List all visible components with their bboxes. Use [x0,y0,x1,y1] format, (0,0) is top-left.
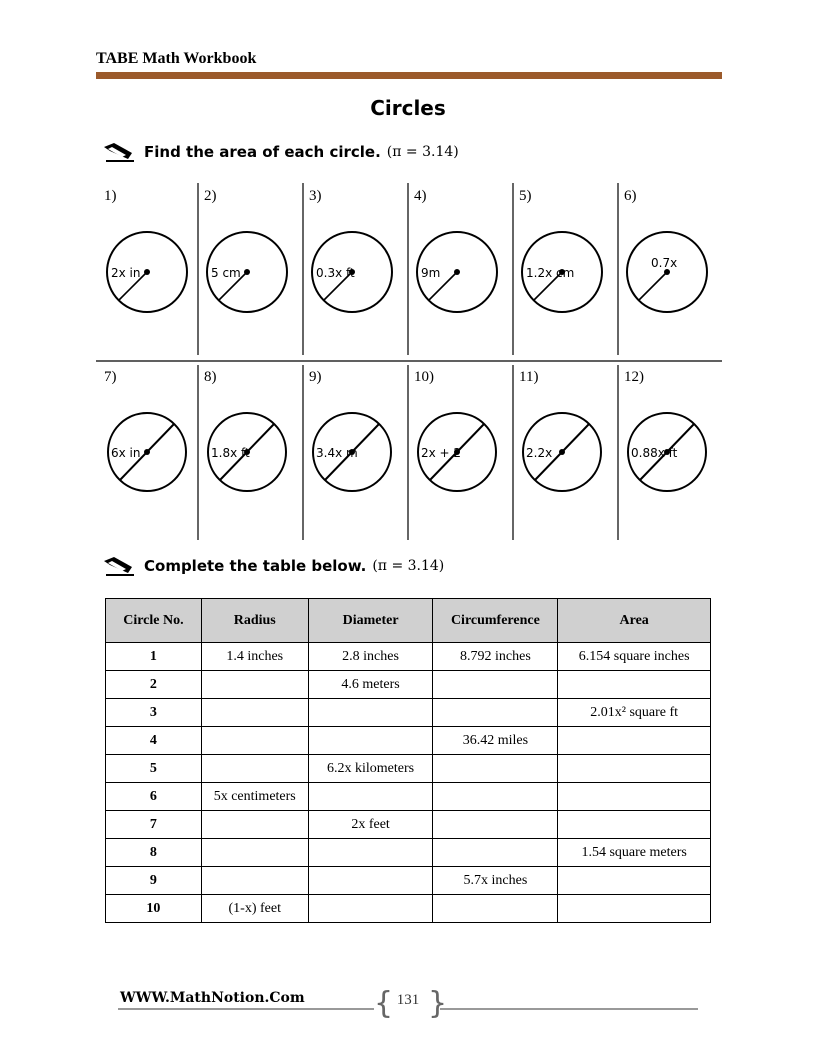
table-cell [433,811,558,839]
table-cell [433,839,558,867]
problem-number: 5) [519,188,532,204]
table-cell [558,727,711,755]
table-cell: 10 [106,895,202,923]
problem-number: 6) [624,188,637,204]
problem-number: 11) [519,369,539,385]
pencil-icon [102,555,136,577]
circle-measure-label: 1.2x cm [526,266,575,280]
problem-number: 12) [624,369,644,385]
table-cell: 6 [106,783,202,811]
circle-table [105,598,711,923]
page-number: 131 [396,992,420,1008]
instruction-2-text: Complete the table below. [144,557,367,575]
table-cell [308,699,433,727]
table-cell [201,671,308,699]
table-cell: 8.792 inches [433,643,558,671]
table-cell: 2.8 inches [308,643,433,671]
workbook-title: TABE Math Workbook [96,50,257,67]
table-cell: 8 [106,839,202,867]
table-cell [308,867,433,895]
problem-number: 4) [414,188,427,204]
circle-measure-label: 9m [421,266,441,280]
table-cell: 2.01x² square ft [558,699,711,727]
table-cell: 1.4 inches [201,643,308,671]
table-cell [201,811,308,839]
table-cell: 6.154 square inches [558,643,711,671]
table-row [106,783,711,811]
table-cell [308,783,433,811]
table-cell: 5 [106,755,202,783]
table-cell: 2 [106,671,202,699]
table-cell [433,699,558,727]
table-cell [558,811,711,839]
circle-measure-label: 0.3x ft [316,266,355,280]
instruction-1-pi: (π = 3.14) [386,144,459,160]
footer-rule-left [118,1008,374,1010]
circle-measure-label: 3.4x m [316,446,358,460]
instruction-1-text: Find the area of each circle. [144,143,381,161]
table-row [106,811,711,839]
brace-right-icon: } [428,986,448,1021]
table-cell: 9 [106,867,202,895]
table-cell [558,895,711,923]
table-cell: 5.7x inches [433,867,558,895]
table-cell [201,867,308,895]
table-cell: 4.6 meters [308,671,433,699]
table-row [106,867,711,895]
table-cell [433,671,558,699]
circle-measure-label: 2.2x [526,446,553,460]
circle-measure-label: 6x in [111,446,141,460]
problem-number: 9) [309,369,322,385]
problem-number: 8) [204,369,217,385]
problem-number: 3) [309,188,322,204]
instruction-2-pi: (π = 3.14) [372,558,445,574]
table-cell: 1 [106,643,202,671]
problem-number: 2) [204,188,217,204]
circle-measure-label: 2x in [111,266,141,280]
table-row [106,839,711,867]
table-cell [201,727,308,755]
table-cell: 1.54 square meters [558,839,711,867]
table-row [106,671,711,699]
footer-rule-right [440,1008,698,1010]
circle-measure-label: 0.7x [651,256,678,270]
circle-measure-label: 0.88x ft [631,446,678,460]
table-row [106,727,711,755]
problem-number: 10) [414,369,434,385]
column-header: Radius [201,599,308,643]
section-title: Circles [370,96,446,120]
footer-site: WWW.MathNotion.Com [120,990,305,1006]
table-row [106,699,711,727]
column-header: Circle No. [106,599,202,643]
circle-measure-label: 5 cm [211,266,241,280]
table-cell [433,783,558,811]
table-cell: 5x centimeters [201,783,308,811]
problem-number: 7) [104,369,117,385]
table-cell: 2x feet [308,811,433,839]
table-cell [308,839,433,867]
table-body [106,643,711,923]
brace-left-icon: { [374,986,394,1021]
table-cell [433,895,558,923]
table-cell [433,755,558,783]
table-cell [558,755,711,783]
table-cell: (1-x) feet [201,895,308,923]
circle-measure-label: 2x + 2 [421,446,462,460]
table-cell [558,671,711,699]
table-cell: 6.2x kilometers [308,755,433,783]
table-cell: 7 [106,811,202,839]
table-cell [201,839,308,867]
table-cell [308,727,433,755]
table-row [106,643,711,671]
table-cell: 4 [106,727,202,755]
problem-number: 1) [104,188,117,204]
table-cell [201,699,308,727]
table-cell [558,867,711,895]
table-header-row [106,599,711,643]
table-cell: 36.42 miles [433,727,558,755]
table-cell [201,755,308,783]
table-cell: 3 [106,699,202,727]
table-row [106,895,711,923]
column-header: Area [558,599,711,643]
column-header: Diameter [308,599,433,643]
table-cell [558,783,711,811]
table-row [106,755,711,783]
table-cell [308,895,433,923]
column-header: Circumference [433,599,558,643]
instruction-2 [102,553,444,579]
radius-line [639,272,667,300]
circle-measure-label: 1.8x ft [211,446,250,460]
